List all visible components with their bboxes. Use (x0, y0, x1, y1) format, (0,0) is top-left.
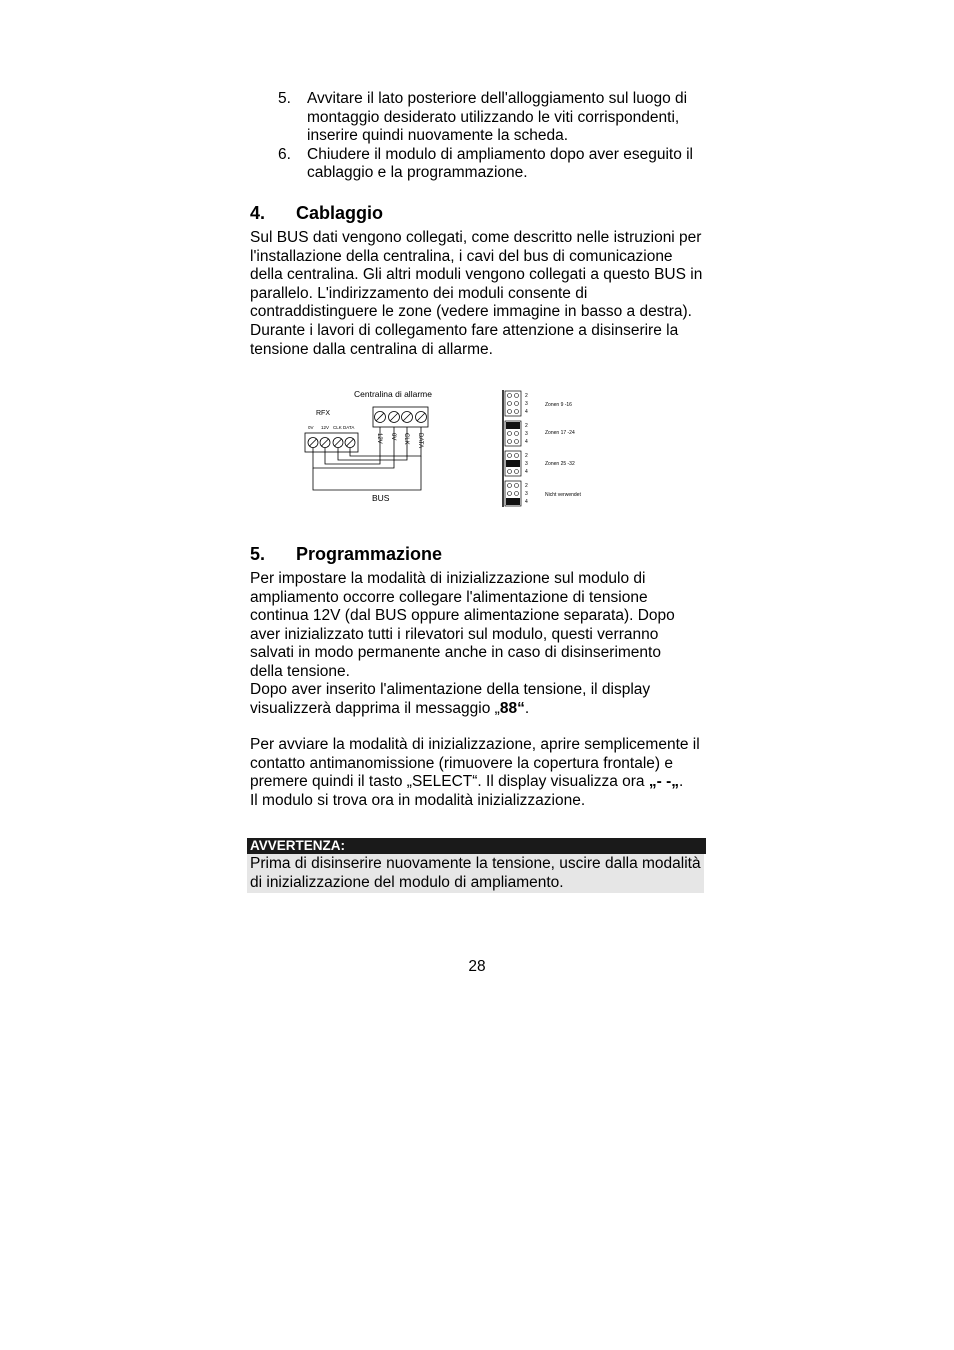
jumper-pin-label: 3 (525, 431, 528, 437)
display-message-dashes: „- -„ (648, 773, 679, 791)
jumper-pin-label: 3 (525, 491, 528, 497)
list-item-number: 6. (278, 145, 291, 163)
section-heading-cablaggio (250, 203, 383, 224)
panel-terminal-block (373, 407, 428, 427)
jumper-pin-label: 2 (525, 393, 528, 399)
jumper-pin-label: 3 (525, 461, 528, 467)
section-title: Programmazione (296, 544, 443, 564)
panel-terminal-label: CLK (403, 433, 409, 445)
programmazione-paragraph-4: Il modulo si trova ora in modalità inizializzazione. (250, 792, 586, 809)
list-item-text: Avvitare il lato posteriore dell'alloggiamento sul luogo di montaggio desiderato utilizzando le viti corrispondenti, inserire quindi nuovamente la scheda. (307, 90, 688, 145)
jumper-pin-label: 3 (525, 401, 528, 407)
panel-terminal-label: 12V (376, 433, 382, 444)
jumper-row (505, 481, 581, 506)
bus-label: BUS (372, 493, 390, 503)
list-item (278, 90, 718, 146)
warning-text: Prima di disinserire nuovamente la tensione, uscire dalla modalità di inizializzazione del modulo di ampliamento. (247, 854, 704, 893)
jumper-pin-label: 4 (525, 439, 528, 445)
text-run: Per avviare la modalità di inizializzazione, aprire semplicemente il contatto antimanomissione (rimuovere la copertura frontale) e premere quindi il tasto „SELECT“. Il display visualizza ora (250, 736, 700, 791)
rfx-terminal-label: CLK (333, 425, 342, 430)
jumper-pin-label: 2 (525, 423, 528, 429)
instruction-list (278, 90, 718, 183)
diagram-title: Centralina di allarme (354, 389, 432, 399)
programmazione-paragraph-2 (250, 681, 695, 718)
panel-screws (375, 412, 427, 423)
text-run: . (679, 773, 684, 791)
jumper-pin-label: 2 (525, 453, 528, 459)
rfx-screws (308, 438, 355, 448)
section-heading-programmazione (250, 544, 442, 565)
jumper-row (505, 421, 575, 446)
rfx-terminal-label: 0V (308, 425, 314, 430)
display-message-88: 88“ (499, 699, 525, 717)
jumper-zone-label: Zonen 25 -32 (545, 461, 575, 467)
jumper-pin-label: 2 (525, 483, 528, 489)
section-number: 5. (250, 544, 266, 564)
jumper-zone-label: Zonen 9 -16 (545, 402, 572, 408)
rfx-terminal-label: DATA (343, 425, 355, 430)
list-item-number: 5. (278, 90, 291, 107)
list-item-text: Chiudere il modulo di ampliamento dopo aver eseguito il cablaggio e la programmazione. (307, 145, 694, 182)
rfx-label: RFX (316, 410, 330, 417)
section-title: Cablaggio (296, 203, 384, 223)
text-run: Dopo aver inserito l'alimentazione della tensione, il display visualizzerà dapprima il messaggio „ (250, 681, 651, 717)
list-item (278, 146, 718, 183)
section-number: 4. (250, 203, 266, 223)
rfx-terminal-label: 12V (321, 425, 330, 430)
page-number: 28 (468, 958, 486, 975)
panel-terminal-label: DATA (417, 433, 423, 449)
jumper-zone-label: Nicht verwendet (545, 492, 581, 498)
programmazione-paragraph-1: Per impostare la modalità di inizializzazione sul modulo di ampliamento occorre collegare l'alimentazione di tensione continua 12V (dal BUS oppure alimentazione separata). Dopo aver inizializzato tutti i rilevatori sul modulo, questi verranno salvati in modo permanente anche in caso di disinserimento della tensione. (250, 570, 675, 680)
cablaggio-body: Sul BUS dati vengono collegati, come descritto nelle istruzioni per l'installazione della centralina, i cavi del bus di comunicazione della centralina. Gli altri moduli vengono collegati a questo BUS in parallelo. L'indirizzamento dei moduli consente di contraddistinguere le zone (vedere immagine in basso a destra). Durante i lavori di collegamento fare attenzione a disinserire la tensione dalla centralina di allarme. (250, 229, 703, 358)
panel-terminal-label: 0V (390, 433, 396, 441)
jumper-row (505, 391, 572, 416)
text-run: . (524, 699, 530, 717)
programmazione-paragraph-3 (250, 736, 710, 792)
jumper-zone-label: Zonen 17 -24 (545, 430, 575, 436)
warning-box (247, 838, 706, 893)
jumper-pin-label: 4 (525, 409, 528, 415)
jumper-row (505, 451, 575, 476)
jumper-pin-label: 4 (525, 499, 528, 505)
jumper-pin-label: 4 (525, 469, 528, 475)
warning-title: AVVERTENZA: (247, 838, 706, 854)
wiring-diagram (300, 382, 600, 512)
